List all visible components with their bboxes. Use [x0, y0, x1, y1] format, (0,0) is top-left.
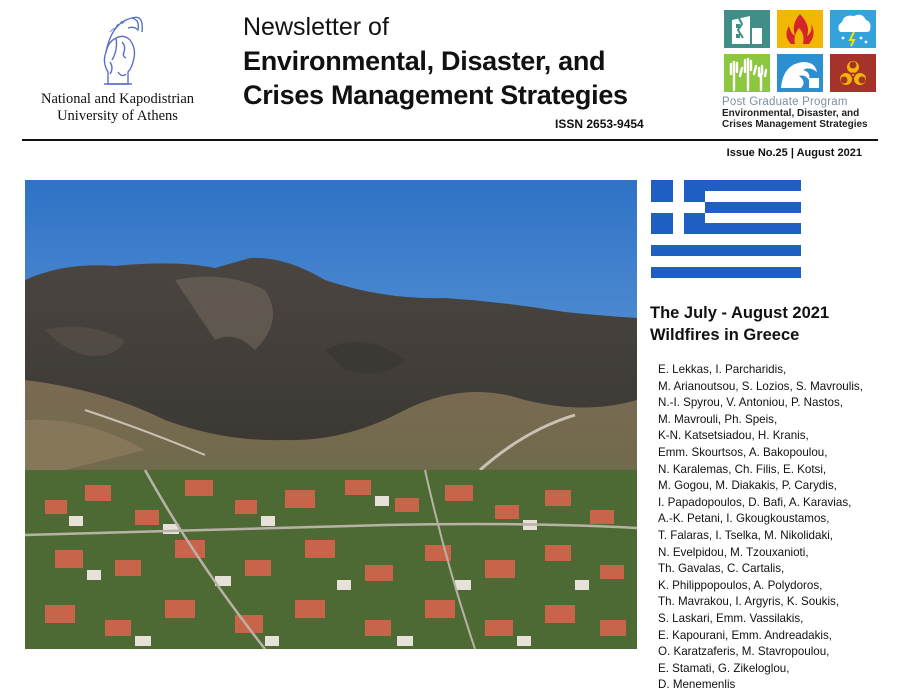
- program-logo: [724, 10, 876, 94]
- earthquake-building-icon: [724, 10, 770, 48]
- university-name-line1: National and Kapodistrian: [40, 91, 194, 107]
- author-line: M. Arianoutsou, S. Lozios, S. Mavroulis,: [658, 379, 863, 393]
- author-line: K. Philippopoulos, A. Polydoros,: [658, 578, 823, 592]
- hands-icon: [724, 54, 770, 92]
- author-line: A.-K. Petani, I. Gkougkoustamos,: [658, 512, 830, 526]
- program-title: Post Graduate Program: [722, 96, 848, 108]
- greek-flag: [651, 180, 801, 278]
- author-line: O. Karatzaferis, M. Stavropoulou,: [658, 645, 830, 659]
- author-line: K-N. Katsetsiadou, H. Kranis,: [658, 429, 809, 443]
- program-subtitle-line2: Crises Management Strategies: [722, 119, 868, 130]
- article-title-line2: Wildfires in Greece: [650, 326, 800, 344]
- biohazard-icon: [830, 54, 876, 92]
- author-line: T. Falaras, I. Tselka, M. Nikolidaki,: [658, 528, 834, 542]
- wildfire-aerial-photo: [25, 180, 637, 649]
- author-line: I. Papadopoulos, D. Bafi, A. Karavias,: [658, 495, 852, 509]
- author-line: E. Lekkas, I. Parcharidis,: [658, 363, 787, 376]
- storm-cloud-icon: [830, 10, 876, 48]
- newsletter-title-line2: Crises Management Strategies: [243, 80, 628, 110]
- newsletter-title-line1: Environmental, Disaster, and: [243, 46, 606, 76]
- fire-icon: [777, 10, 823, 48]
- article-title-line1: The July - August 2021: [650, 304, 830, 322]
- author-line: N.-I. Spyrou, V. Antoniou, P. Nastos,: [658, 396, 843, 410]
- program-subtitle-line1: Environmental, Disaster, and: [722, 108, 860, 119]
- athena-emblem-icon: [88, 12, 148, 90]
- tsunami-wave-icon: [777, 54, 823, 92]
- author-line: M. Mavrouli, Ph. Speis,: [658, 412, 778, 426]
- university-name: [10, 91, 225, 125]
- newsletter-title-prefix: Newsletter of: [243, 13, 389, 41]
- author-line: Th. Mavrakou, I. Argyris, K. Soukis,: [658, 595, 840, 609]
- author-line: Emm. Skourtsos, A. Bakopoulou,: [658, 445, 828, 459]
- author-line: N. Evelpidou, M. Tzouxanioti,: [658, 545, 809, 559]
- header-divider: [22, 139, 878, 141]
- issn-number: ISSN 2653-9454: [555, 117, 644, 131]
- university-name-line2: University of Athens: [57, 108, 178, 124]
- author-line: D. Menemenlis: [658, 678, 736, 692]
- author-line: E. Stamati, G. Zikeloglou,: [658, 661, 790, 675]
- author-line: M. Gogou, M. Diakakis, P. Carydis,: [658, 479, 837, 493]
- author-line: Th. Gavalas, C. Cartalis,: [658, 562, 785, 576]
- author-line: N. Karalemas, Ch. Filis, E. Kotsi,: [658, 462, 827, 476]
- issue-info: Issue No.25 | August 2021: [726, 147, 862, 159]
- author-line: E. Kapourani, Emm. Andreadakis,: [658, 628, 832, 642]
- author-line: S. Laskari, Emm. Vassilakis,: [658, 611, 804, 625]
- article-title: [650, 302, 890, 346]
- author-list: [658, 362, 898, 694]
